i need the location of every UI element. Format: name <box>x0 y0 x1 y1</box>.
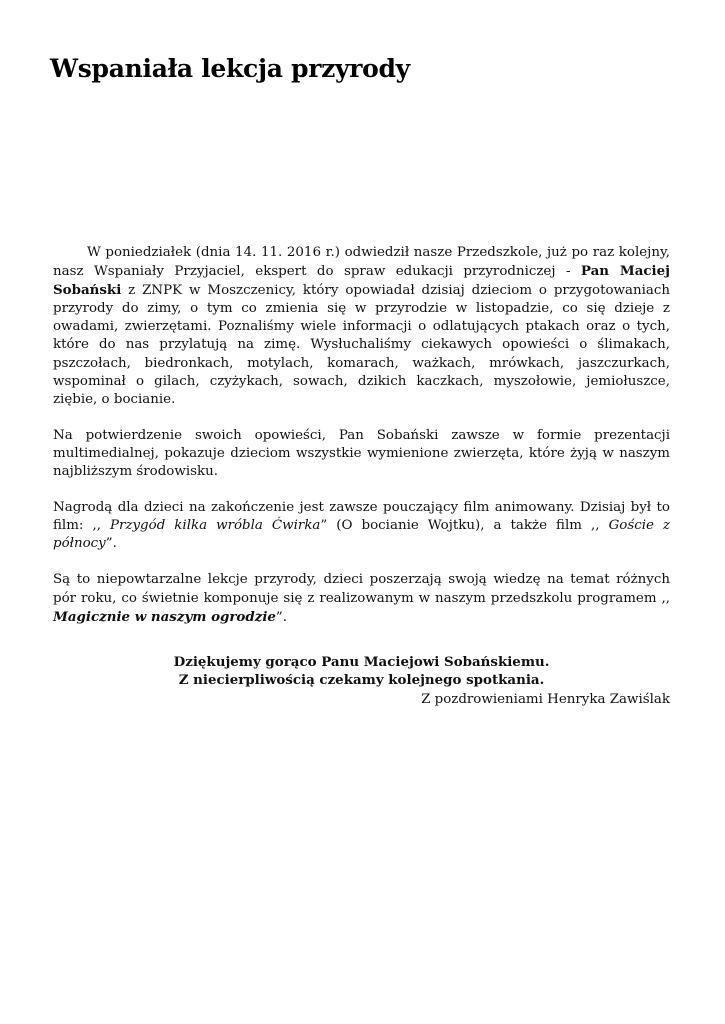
paragraph-visit-text-2: z ZNPK w Moszczenicy, który opowiadał dzisiaj dzieciom o przygotowaniach przyrody do zimy, o tym co zmienia się w przyrodzie w listopadzie, co się dzieje z owadami, zwierzętami. Poznaliśmy wiele informacji o odlatujących ptakach oraz o tych, które do nas przylatują na zimę. Wysłuchaliśmy ciekawych opowieści o ślimakach, pszczołach, biedronkach, motylach, komarach, ważkach, mrówkach, jaszczurkach, wspominał o gilach, czyżykach, sowach, dzikich kaczkach, myszołowie, jemiołuszce, ziębie, o bocianie. <box>53 283 670 407</box>
paragraph-visit-text-1: W poniedziałek (dnia 14. 11. 2016 r.) odwiedził nasze Przedszkole, już po raz kolejny, nasz Wspaniały Przyjaciel, ekspert do spraw edukacji przyrodniczej - <box>53 245 670 280</box>
paragraph-visit <box>53 244 670 409</box>
signature: Z pozdrowieniami Henryka Zawiślak <box>421 692 670 707</box>
paragraph-program-text-2: ”. <box>275 609 288 625</box>
thanks-line-1: Dziękujemy gorąco Panu Maciejowi Sobańskiemu. <box>173 653 550 670</box>
guest-name: Pan Maciej Sobański <box>53 263 670 299</box>
film-title-1: Przygód kilka wróbla Ćwirka <box>110 518 321 534</box>
film-title-2: Goście z północy <box>53 518 670 552</box>
paragraph-film <box>53 499 670 553</box>
paragraph-presentation: Na potwierdzenie swoich opowieści, Pan Sobański zawsze w formie prezentacji multimedialnej, pokazuje dzieciom wszystkie wymienione zwierzęta, które żyją w naszym najbliższym środowisku. <box>53 427 670 480</box>
document-title: Wspaniała lekcja przyrody <box>50 54 410 83</box>
thanks-line-2: Z niecierpliwością czekamy kolejnego spotkania. <box>178 671 545 688</box>
paragraph-film-text-3: ”. <box>105 536 117 552</box>
thanks-block <box>53 653 670 689</box>
paragraph-program <box>53 571 670 626</box>
paragraph-film-text-2: ” (O bocianie Wojtku), a także film ,, <box>320 518 609 534</box>
paragraph-program-text-1: Są to niepowtarzalne lekcje przyrody, dzieci poszerzają swoją wiedzę na temat różnych pór roku, co świetnie komponuje się z realizowanym w naszym przedszkolu programem ,, <box>53 572 670 606</box>
paragraph-film-text-1: Nagrodą dla dzieci na zakończenie jest zawsze pouczający film animowany. Dzisiaj był to film: ,, <box>53 500 670 534</box>
program-name: Magicznie w naszym ogrodzie <box>53 608 276 625</box>
document-body <box>53 244 670 689</box>
